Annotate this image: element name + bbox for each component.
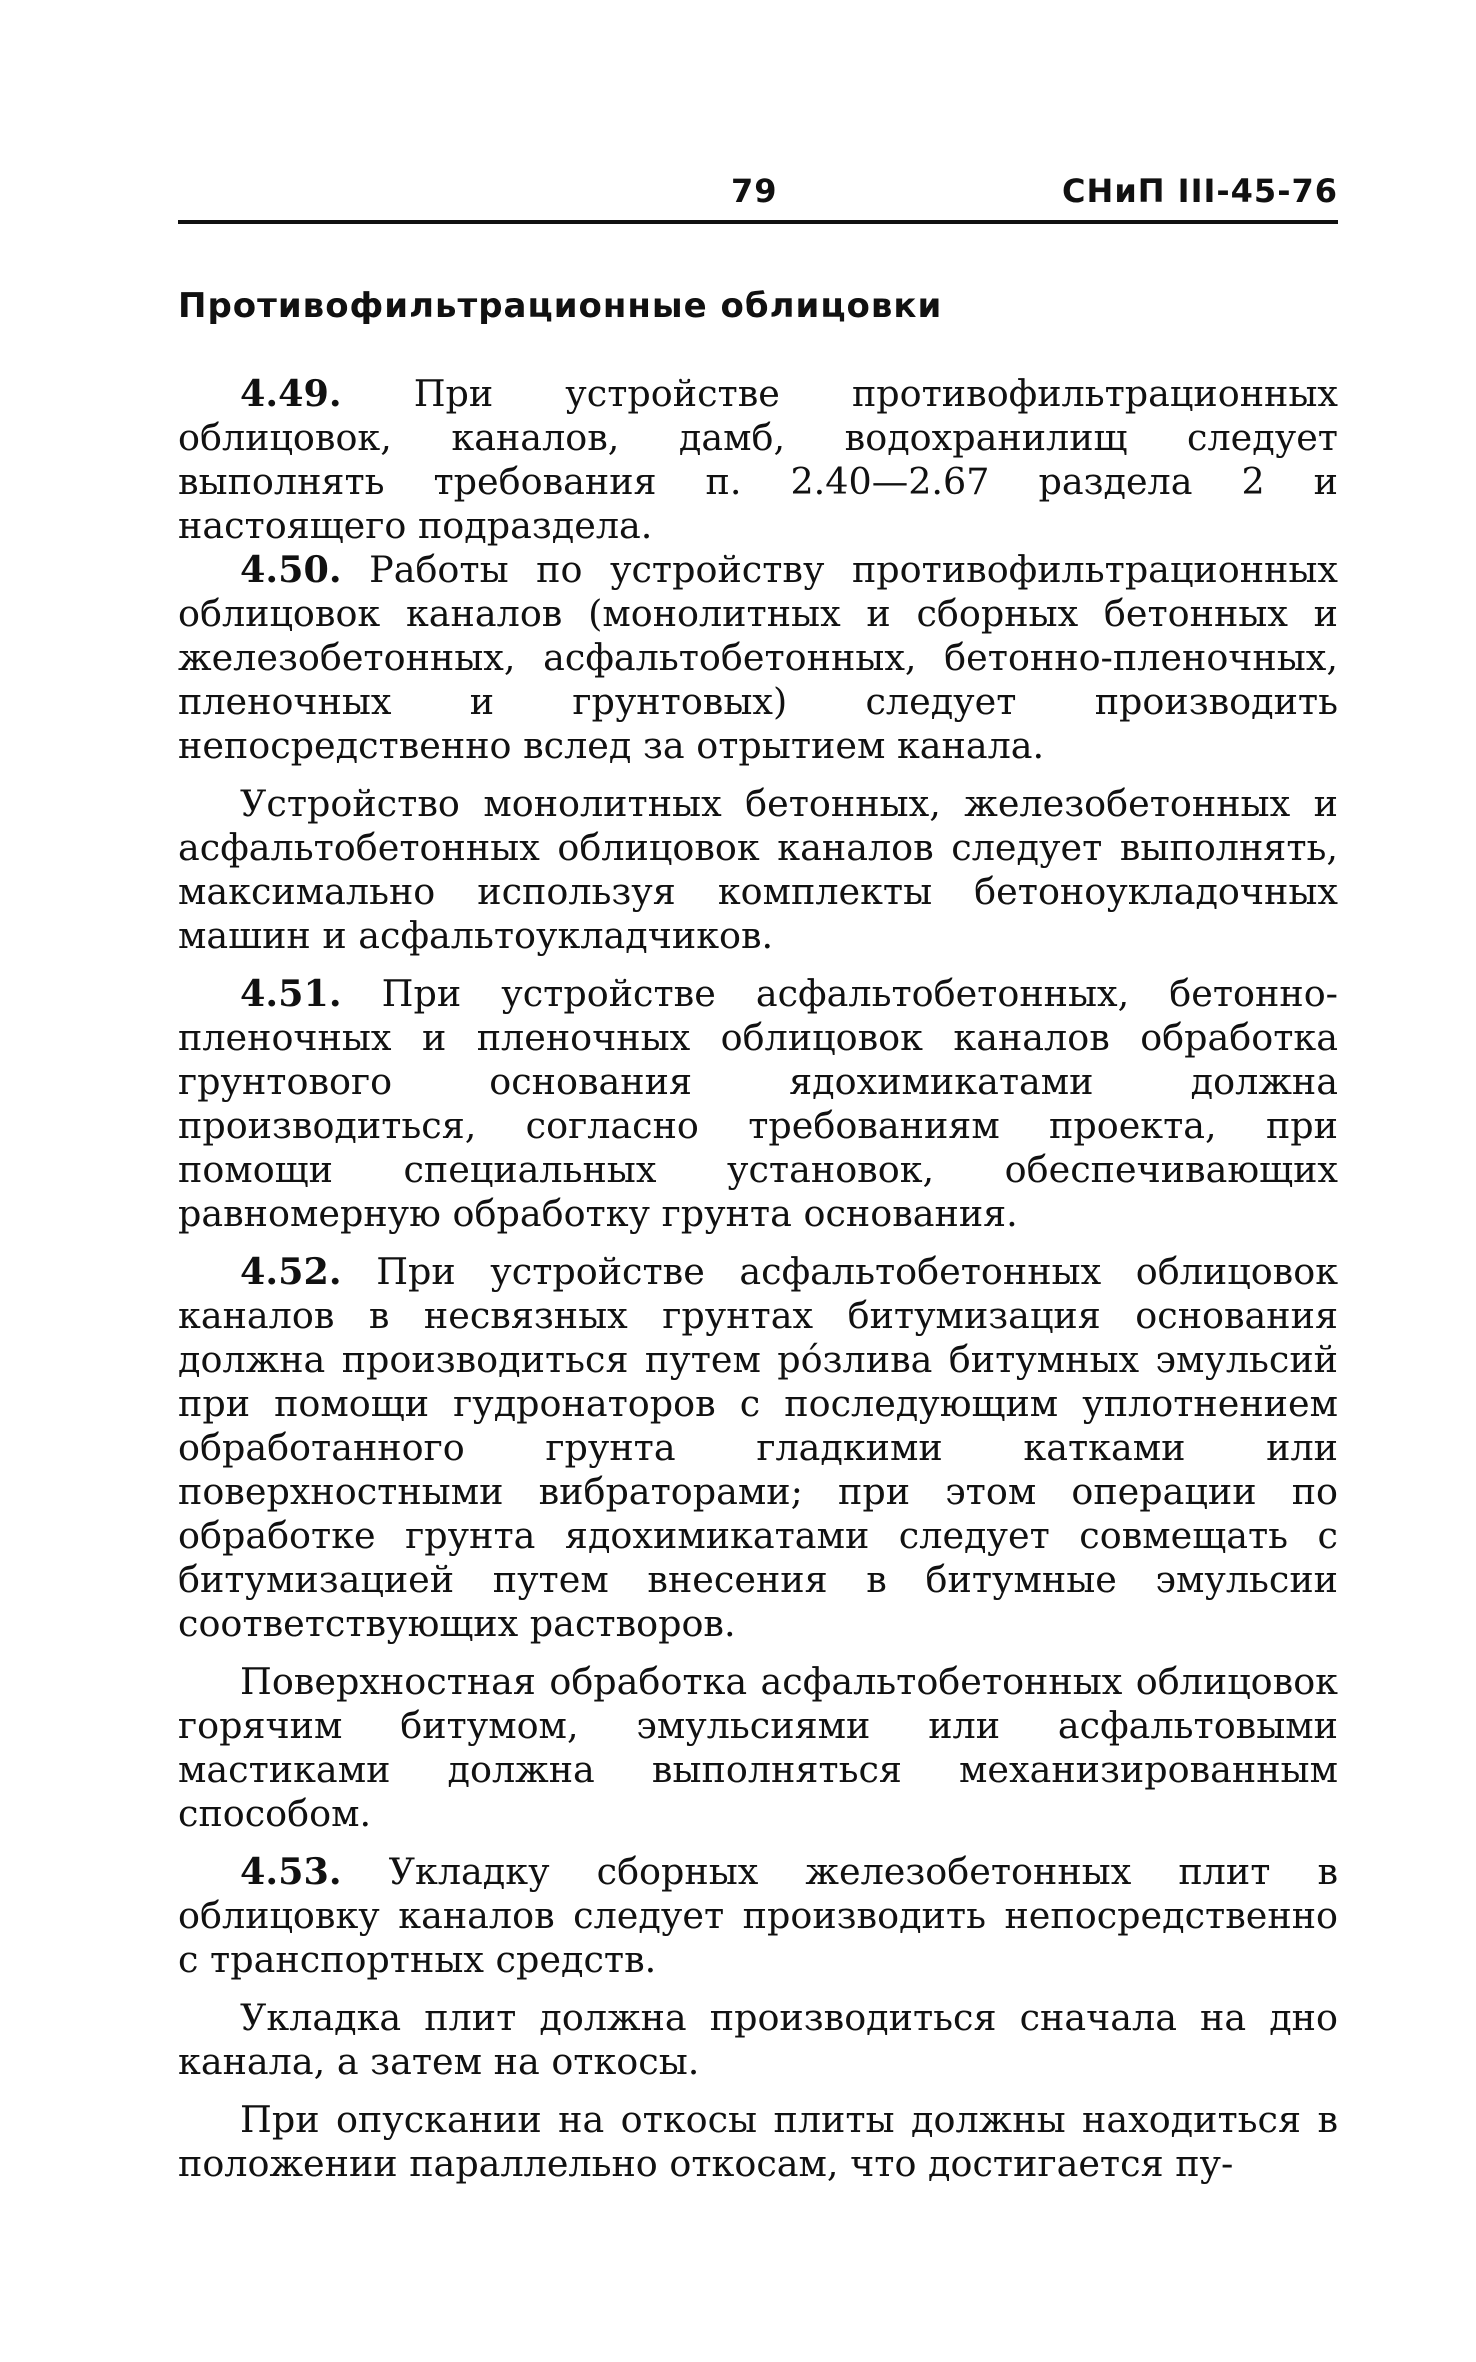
paragraph-text: Укладка плит должна производиться сначала на дно канала, а затем на откосы. bbox=[178, 1996, 1338, 2083]
paragraph-text: При устройстве асфальтобетонных, бетонно-пленочных и пленочных облицовок каналов обработка грунтового основания ядохимикатами должна производиться, согласно требованиям проекта, при помощи специальных установок, обеспечивающих равномерную обработку грунта основания. bbox=[178, 972, 1338, 1235]
paragraph-text: Укладку сборных железобетонных плит в облицовку каналов следует производить непосредственно с транспортных средств. bbox=[178, 1850, 1338, 1981]
paragraph-4-51 bbox=[178, 972, 1338, 1236]
paragraph-number: 4.49. bbox=[240, 372, 342, 415]
paragraph-4-53-continued-2 bbox=[178, 2098, 1338, 2186]
paragraph-text: При опускании на откосы плиты должны находиться в положении параллельно откосам, что достигается пу- bbox=[178, 2098, 1338, 2185]
paragraph-4-49 bbox=[178, 372, 1338, 548]
paragraph-number: 4.50. bbox=[240, 548, 342, 591]
document-code: СНиП III-45-76 bbox=[1062, 172, 1338, 210]
paragraph-number: 4.53. bbox=[240, 1850, 342, 1893]
paragraph-4-53-continued bbox=[178, 1996, 1338, 2084]
paragraph-4-53 bbox=[178, 1850, 1338, 1982]
paragraph-text: Работы по устройству противофильтрационных облицовок каналов (монолитных и сборных бетонных и железобетонных, асфальтобетонных, бетонно-пленочных, пленочных и грунтовых) следует производить непосредственно вслед за отрытием канала. bbox=[178, 548, 1339, 767]
paragraph-number: 4.51. bbox=[240, 972, 342, 1015]
paragraph-4-50 bbox=[178, 548, 1338, 768]
paragraph-4-52 bbox=[178, 1250, 1338, 1646]
page-number: 79 bbox=[731, 172, 778, 210]
paragraph-text: Устройство монолитных бетонных, железобетонных и асфальтобетонных облицовок каналов следует выполнять, максимально используя комплекты бетоноукладочных машин и асфальтоукладчиков. bbox=[178, 782, 1338, 957]
paragraph-text: При устройстве асфальтобетонных облицовок каналов в несвязных грунтах битумизация основания должна производиться путем рóзлива битумных эмульсий при помощи гудронаторов с последующим уплотнением обработанного грунта гладкими катками или поверхностными вибраторами; при этом операции по обработке грунта ядохимикатами следует совмещать с битумизацией путем внесения в битумные эмульсии соответствующих растворов. bbox=[178, 1250, 1339, 1645]
header-rule bbox=[178, 220, 1338, 224]
document-page bbox=[178, 0, 1338, 2186]
paragraph-text: Поверхностная обработка асфальтобетонных облицовок горячим битумом, эмульсиями или асфальтовыми мастиками должна выполняться механизированным способом. bbox=[178, 1660, 1338, 1835]
section-title: Противофильтрационные облицовки bbox=[178, 286, 943, 326]
paragraph-4-50-continued bbox=[178, 782, 1338, 958]
paragraph-text: При устройстве противофильтрационных облицовок, каналов, дамб, водохранилищ следует выполнять требования п. 2.40—2.67 раздела 2 и настоящего подраздела. bbox=[178, 372, 1339, 547]
paragraph-4-52-continued bbox=[178, 1660, 1338, 1836]
page-header bbox=[178, 0, 1338, 228]
paragraph-number: 4.52. bbox=[240, 1250, 342, 1293]
